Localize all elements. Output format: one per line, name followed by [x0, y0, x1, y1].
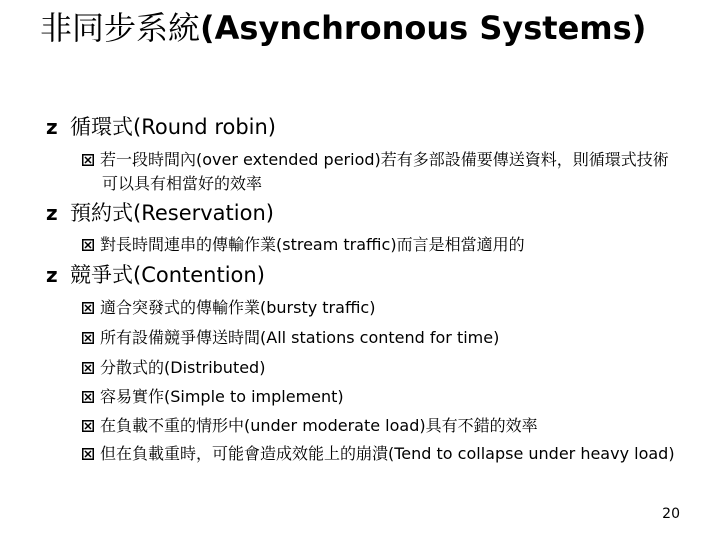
level1-bullet-icon: z: [46, 263, 58, 287]
list-item: [82, 233, 525, 257]
checkbox-x-icon: [82, 362, 94, 374]
checkbox-x-icon: [82, 154, 94, 166]
checkbox-x-icon: [82, 332, 94, 344]
section-heading-text: 循環式(Round robin): [70, 115, 277, 139]
list-item-text: 但在負載重時，可能會造成效能上的崩潰(Tend to collapse under heavy load): [100, 444, 675, 463]
checkbox-x-icon: [82, 420, 94, 432]
slide-title-chinese: 非同步系統: [40, 9, 201, 47]
list-item-text: 在負載不重的情形中(under moderate load)具有不錯的效率: [100, 416, 538, 435]
list-item: [82, 326, 499, 350]
checkbox-x-icon: [82, 239, 94, 251]
list-item: [82, 442, 682, 466]
list-item-text: 對長時間連串的傳輸作業(stream traffic)而言是相當適用的: [100, 235, 525, 254]
list-item: [82, 414, 538, 438]
section-heading-text: 競爭式(Contention): [70, 263, 265, 287]
section-heading-text: 預約式(Reservation): [70, 201, 274, 225]
list-item-text: 容易實作(Simple to implement): [100, 387, 344, 406]
list-item: [82, 296, 375, 320]
page-number: 20: [662, 506, 680, 522]
list-item: [82, 385, 344, 409]
list-item-text: 分散式的(Distributed): [100, 358, 266, 377]
section-heading-round-robin: [46, 114, 276, 140]
list-item-text: 若一段時間內(over extended period)若有多部設備要傳送資料，則循環式技術可以具有相當好的效率: [100, 150, 669, 193]
list-item: [82, 148, 682, 196]
section-heading-contention: [46, 262, 265, 288]
slide-title: [40, 4, 700, 52]
list-item-text: 適合突發式的傳輸作業(bursty traffic): [100, 298, 376, 317]
checkbox-x-icon: [82, 302, 94, 314]
checkbox-x-icon: [82, 448, 94, 460]
list-item: [82, 356, 265, 380]
level1-bullet-icon: z: [46, 201, 58, 225]
level1-bullet-icon: z: [46, 115, 58, 139]
section-heading-reservation: [46, 200, 274, 226]
checkbox-x-icon: [82, 391, 94, 403]
list-item-text: 所有設備競爭傳送時間(All stations contend for time): [100, 328, 500, 347]
slide-title-english: (Asynchronous Systems): [200, 9, 647, 47]
